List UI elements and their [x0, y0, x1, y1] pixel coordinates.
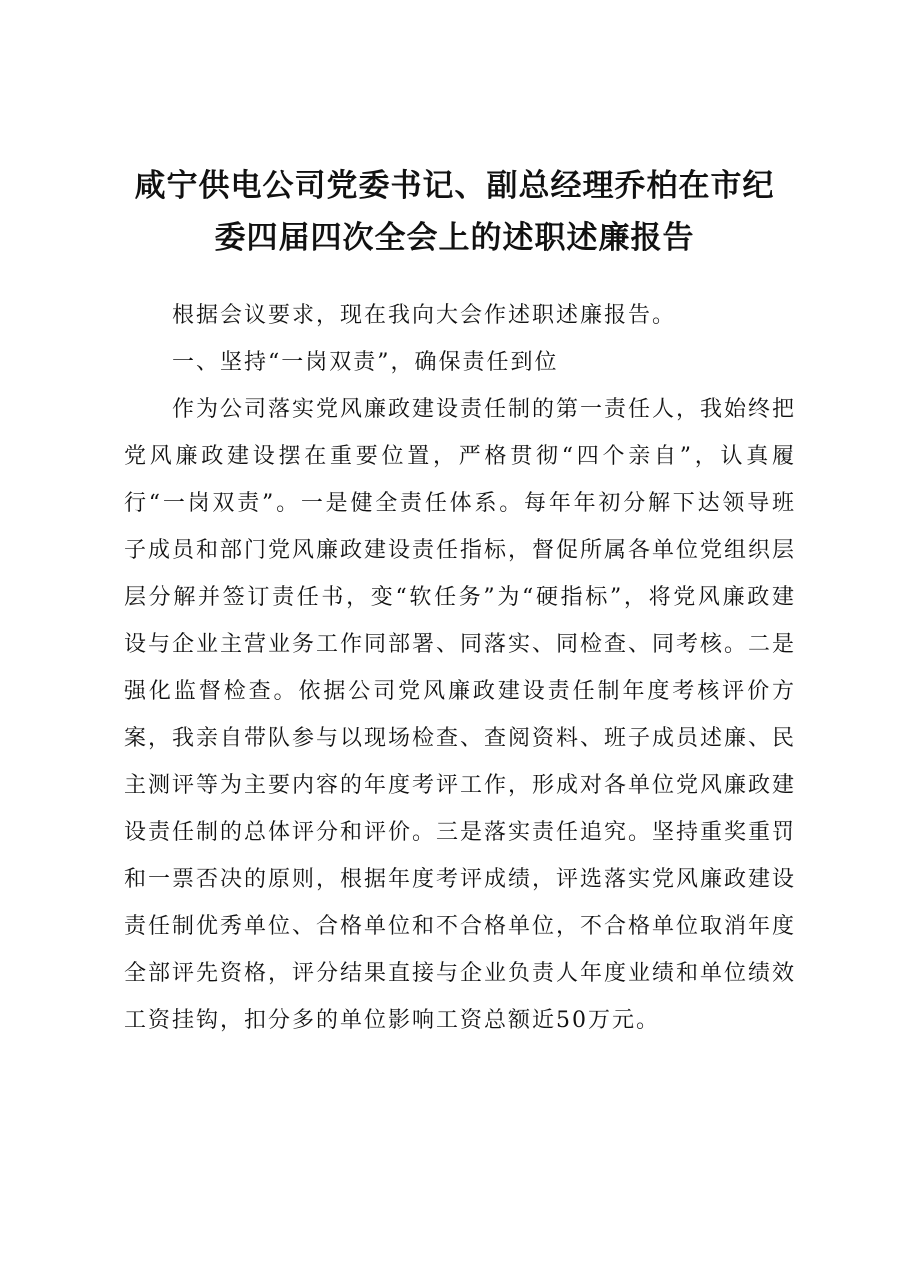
document-title: [100, 160, 809, 264]
title-line-1: 咸宁供电公司党委书记、副总经理乔柏在市纪: [134, 168, 775, 204]
section-heading: 一、坚持“一岗双责”，确保责任到位: [172, 350, 559, 375]
body-paragraph: 作为公司落实党风廉政建设责任制的第一责任人，我始终把党风廉政建设摆在重要位置，严格贯彻“四个亲自”，认真履行“一岗双责”。一是健全责任体系。每年年初分解下达领导班子成员和部门党风廉政建设责任指标，督促所属各单位党组织层层分解并签订责任书，变“软任务”为“硬指标”，将党风廉政建设与企业主营业务工作同部署、同落实、同检查、同考核。二是强化监督检查。依据公司党风廉政建设责任制年度考核评价方案，我亲自带队参与以现场检查、查阅资料、班子成员述廉、民主测评等为主要内容的年度考评工作，形成对各单位党风廉政建设责任制的总体评分和评价。三是落实责任追究。坚持重奖重罚和一票否决的原则，根据年度考评成绩，评选落实党风廉政建设责任制优秀单位、合格单位和不合格单位，不合格单位取消年度全部评先资格，评分结果直接与企业负责人年度业绩和单位绩效工资挂钩，扣分多的单位影响工资总额近50万元。: [124, 397, 797, 1033]
document-body: [124, 292, 796, 1044]
title-line-2: 委四届四次全会上的述职述廉报告: [214, 220, 695, 256]
intro-paragraph: 根据会议要求，现在我向大会作述职述廉报告。: [172, 303, 677, 328]
